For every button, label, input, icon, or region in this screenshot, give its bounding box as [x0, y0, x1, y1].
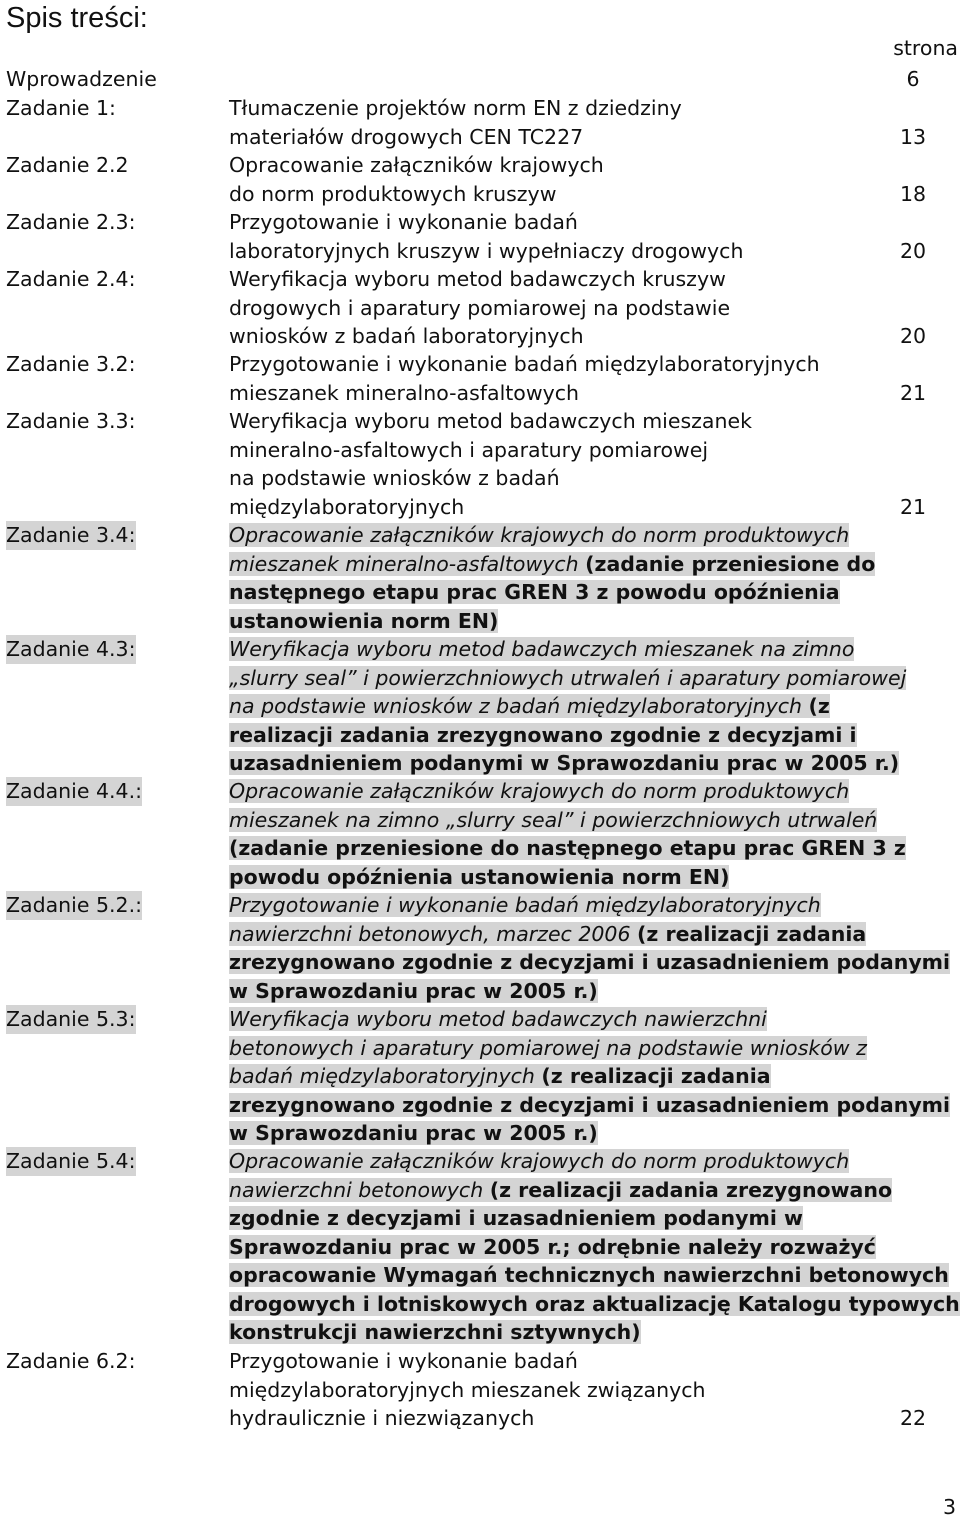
toc-entry-line [229, 464, 960, 493]
toc-entry-text: wniosków z badań laboratoryjnych [229, 324, 584, 348]
toc-entry-text: Przygotowanie i wykonanie badań międzylaboratoryjnych [229, 893, 821, 917]
toc-entry-description [229, 208, 960, 265]
toc-entry-line [229, 891, 960, 920]
toc-entry-line [229, 607, 960, 636]
toc-entry-text: opracowanie Wymagań technicznych nawierzchni betonowych [229, 1263, 949, 1287]
toc-entry-line [229, 550, 960, 579]
toc-entry-line [229, 1261, 960, 1290]
toc-entry-page: 20 [899, 238, 927, 263]
toc-entry-text: Weryfikacja wyboru metod badawczych mieszanek [229, 409, 752, 433]
toc-entry-text: nawierzchni betonowych [229, 1177, 490, 1202]
toc-entry-line [229, 664, 960, 693]
toc-entry-text: uzasadnieniem podanymi w Sprawozdaniu prac w 2005 r.) [229, 751, 900, 775]
toc-entry-text: Weryfikacja wyboru metod badawczych mieszanek na zimno [229, 637, 855, 661]
toc-entry-label: Zadanie 6.2: [6, 1349, 136, 1373]
toc-entry-line [229, 379, 960, 408]
toc-entry-text: Opracowanie załączników krajowych do norm produktowych [229, 1149, 850, 1173]
toc-entry-text: powodu opóźnienia ustanowienia norm EN) [229, 864, 730, 889]
toc-entry-text: w Sprawozdaniu prac w 2005 r.) [229, 1121, 598, 1145]
toc-entry-text: Opracowanie załączników krajowych do norm produktowych [229, 523, 850, 547]
toc-entry-line [229, 1176, 960, 1205]
toc-entry-line [229, 1347, 960, 1376]
toc-entry-page: 21 [899, 380, 927, 405]
toc-entry-description [229, 151, 960, 208]
toc-entry-text: (zadanie przeniesione do [585, 551, 876, 576]
toc-entry-text: „slurry seal” i powierzchniowych utrwaleń i aparatury pomiarowej [229, 665, 907, 690]
toc-entry-text: laboratoryjnych kruszyw i wypełniaczy drogowych [229, 238, 744, 263]
toc-entry-text: hydraulicznie i niezwiązanych [229, 1406, 535, 1430]
toc-entry-line [229, 322, 960, 351]
toc-entry-text: zrezygnowano zgodnie z decyzjami i uzasadnieniem podanymi [229, 950, 951, 974]
toc-entry-text: betonowych i aparatury pomiarowej na podstawie wniosków z [229, 1035, 867, 1060]
toc-entry-line [229, 1233, 960, 1262]
toc-entry-description [229, 94, 960, 151]
toc-entry-text: zrezygnowano zgodnie z decyzjami i uzasadnieniem podanymi [229, 1092, 951, 1117]
toc-entry-label: Zadanie 3.2: [6, 352, 136, 376]
toc-entry-description [229, 407, 960, 521]
toc-entry-text: (zadanie przeniesione do następnego etapu prac GREN 3 z [229, 836, 906, 860]
toc-entry-description [229, 777, 960, 891]
toc-entry-line [229, 721, 960, 750]
toc-entry-line [229, 1119, 960, 1148]
toc-entry-text: badań międzylaboratoryjnych [229, 1064, 542, 1088]
toc-entry-text: Przygotowanie i wykonanie badań międzylaboratoryjnych [229, 352, 820, 376]
toc-entry-text: Opracowanie załączników krajowych [229, 153, 604, 177]
toc-entry-text: zgodnie z decyzjami i uzasadnieniem podanymi w [229, 1206, 803, 1230]
toc-entry-line [229, 1062, 960, 1091]
toc-entry-line [229, 350, 960, 379]
toc-entry-line [229, 1404, 960, 1433]
toc-entry-page: 20 [899, 324, 927, 348]
toc-entry-text: w Sprawozdaniu prac w 2005 r.) [229, 978, 598, 1003]
toc-entry-text: (z realizacji zadania [637, 921, 867, 946]
toc-entry-line [229, 948, 960, 977]
toc-entry-line [229, 1290, 960, 1319]
toc-entry-page: 6 [906, 67, 920, 91]
toc-entry-label: Zadanie 4.3: [6, 635, 136, 664]
page-column-header: strona [893, 36, 958, 60]
toc-entry-text: ustanowienia norm EN) [229, 608, 499, 633]
toc-entry-line [229, 1318, 960, 1347]
toc-entry-page: 13 [899, 124, 927, 149]
toc-entry-description [229, 1347, 960, 1433]
toc-entry-line [229, 635, 960, 664]
toc-entry-label: Zadanie 5.4: [6, 1147, 136, 1176]
toc-entry-line [229, 208, 960, 237]
toc-entry-label: Zadanie 2.2 [6, 153, 129, 177]
toc-entry-description [229, 265, 960, 351]
toc-entry-line [229, 977, 960, 1006]
toc-entry-line [229, 1204, 960, 1233]
toc-entry-text: na podstawie wniosków z badań [229, 466, 560, 490]
toc-entry-text: Przygotowanie i wykonanie badań [229, 210, 578, 234]
toc-entry-text: konstrukcji nawierzchni sztywnych) [229, 1320, 641, 1344]
toc-entry-text: Weryfikacja wyboru metod badawczych nawierzchni [229, 1007, 767, 1031]
toc-entry-text: mieszanek mineralno-asfaltowych [229, 551, 586, 576]
toc-entry-text: mineralno-asfaltowych i aparatury pomiarowej [229, 437, 709, 462]
toc-entry-line [229, 407, 960, 436]
toc-entry-line [229, 1005, 960, 1034]
toc-entry-line [229, 123, 960, 152]
toc-entry-text: na podstawie wniosków z badań międzylaboratoryjnych [229, 694, 809, 718]
toc-entry-label: Zadanie 3.4: [6, 521, 136, 550]
toc-entry-text: realizacji zadania zrezygnowano zgodnie z decyzjami i [229, 722, 857, 747]
toc-entry-text: (z realizacji zadania zrezygnowano [489, 1177, 893, 1202]
toc-entry-text: Przygotowanie i wykonanie badań [229, 1349, 578, 1373]
toc-entry-line [229, 94, 960, 123]
toc-entry-page: 18 [899, 181, 927, 206]
toc-entry-page: 21 [899, 494, 927, 519]
toc-entry-text: Sprawozdaniu prac w 2005 r.; odrębnie należy rozważyć [229, 1234, 876, 1259]
toc-entry-label: Zadanie 1: [6, 96, 116, 120]
toc-entry-line [229, 920, 960, 949]
page-title: Spis treści: [6, 2, 148, 34]
toc-entry-text: drogowych i lotniskowych oraz aktualizację Katalogu typowych [229, 1291, 960, 1316]
toc-entry-line [229, 294, 960, 323]
toc-entry-text: międzylaboratoryjnych [229, 494, 465, 519]
toc-entry-line [229, 237, 960, 266]
toc-entry-line [229, 749, 960, 778]
toc-entry-label: Zadanie 2.4: [6, 267, 136, 291]
toc-entry-text: następnego etapu prac GREN 3 z powodu opóźnienia [229, 580, 840, 604]
toc-entry-label: Zadanie 5.3: [6, 1005, 136, 1034]
page-number: 3 [942, 1495, 956, 1519]
toc-entry-line [229, 265, 960, 294]
toc-entry-line [229, 151, 960, 180]
toc-entry-description [229, 521, 960, 635]
toc-entry-label: Zadanie 3.3: [6, 409, 136, 433]
toc-entry-line [229, 1147, 960, 1176]
toc-entry-text: do norm produktowych kruszyw [229, 181, 557, 206]
toc-entry-text: materiałów drogowych CEN TC227 [229, 124, 584, 149]
toc-entry-description [229, 350, 960, 407]
toc-entry-line [229, 521, 960, 550]
toc-entry-description [229, 635, 960, 778]
toc-entry-line [229, 806, 960, 835]
toc-entry-text: drogowych i aparatury pomiarowej na podstawie [229, 295, 731, 320]
toc-entry-text: Opracowanie załączników krajowych do norm produktowych [229, 779, 850, 803]
toc-entry-text: Tłumaczenie projektów norm EN z dziedziny [229, 96, 682, 120]
toc-entry-line [229, 692, 960, 721]
toc-entry-line [229, 1376, 960, 1405]
toc-entry-label: Wprowadzenie [6, 67, 157, 91]
toc-entry-line [229, 180, 960, 209]
toc-entry-line [229, 777, 960, 806]
toc-entry-label: Zadanie 5.2.: [6, 891, 142, 920]
toc-entry-label: Zadanie 2.3: [6, 210, 136, 234]
toc-entry-text: międzylaboratoryjnych mieszanek związanych [229, 1377, 706, 1402]
toc-entry-page: 22 [899, 1406, 927, 1430]
toc-entry-text: Weryfikacja wyboru metod badawczych kruszyw [229, 267, 726, 291]
toc-entry-text: mieszanek na zimno „slurry seal” i powierzchniowych utrwaleń [229, 807, 878, 832]
toc-entry-line [229, 863, 960, 892]
toc-entry-line [229, 834, 960, 863]
toc-entry-line [229, 1034, 960, 1063]
toc-entry-description [229, 1005, 960, 1148]
toc-entry-line [229, 578, 960, 607]
toc-entry-text: (z realizacji zadania [541, 1064, 771, 1088]
toc-entry-line [229, 436, 960, 465]
toc-entry-text: (z [808, 694, 830, 718]
toc-entry-description [229, 1147, 960, 1347]
toc-entry-text: nawierzchni betonowych, marzec 2006 [229, 921, 638, 946]
toc-entry-line [229, 493, 960, 522]
toc-entry-text: mieszanek mineralno-asfaltowych [229, 380, 580, 405]
toc-entry-description [229, 891, 960, 1005]
toc-entry-line [229, 1091, 960, 1120]
toc-entry-label: Zadanie 4.4.: [6, 777, 142, 806]
